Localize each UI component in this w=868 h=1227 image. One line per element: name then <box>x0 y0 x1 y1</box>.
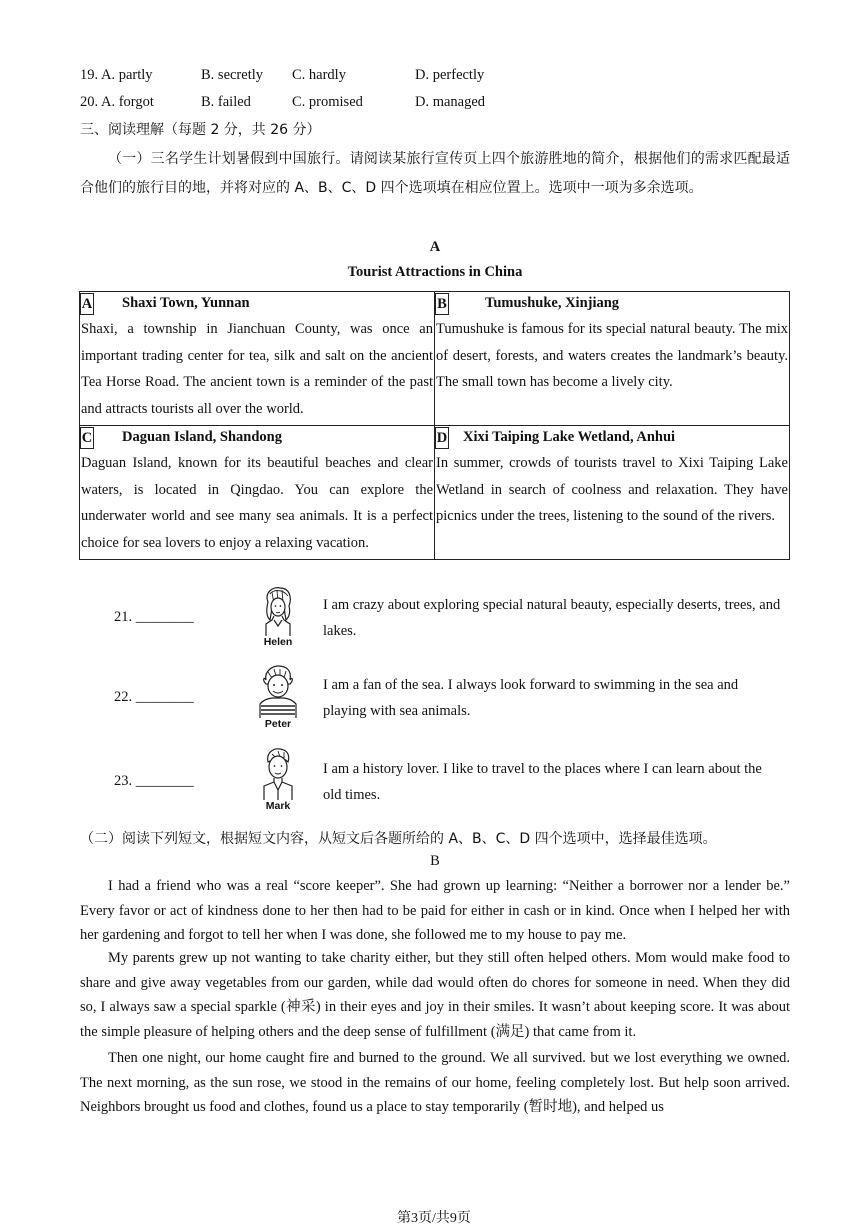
task-21-blank[interactable] <box>114 609 194 626</box>
passage-b-paragraph-1: I had a friend who was a real “score keeper”. She had grown up learning: “Neither a borrower nor a lender be.” Every favor or act of kindness done to her then had to be paid for either in cash or in kind. Once when I helped her with her gardening and forgot to tell her when I was done, she followed me to my house to pay me. <box>80 878 790 943</box>
answer-blank[interactable]: ________ <box>135 689 194 705</box>
attractions-table <box>79 291 790 560</box>
attraction-cell-b <box>435 292 790 426</box>
student-peter <box>256 664 300 730</box>
student-name: Peter <box>264 718 292 730</box>
attraction-name: Shaxi Town, Yunnan <box>122 295 250 311</box>
task-23-blank[interactable] <box>114 773 194 790</box>
passage-a-title: Tourist Attractions in China <box>347 264 523 280</box>
option-d: D. managed <box>415 94 486 110</box>
student-need: I am a history lover. I like to travel to the places where I can learn about the old times. <box>323 761 762 803</box>
option-c: C. promised <box>292 94 363 110</box>
attraction-letter: D <box>435 427 449 449</box>
part1-instruction: （一）三名学生计划暑假到中国旅行。请阅读某旅行宣传页上四个旅游胜地的简介，根据他们的需求匹配最适合他们的旅行目的地，并将对应的 A、B、C、D 四个选项填在相应位置上。选项中一项为多余选项。 <box>80 151 790 196</box>
option-b: B. failed <box>201 94 251 110</box>
question-number: 20. <box>80 94 99 110</box>
option-c: C. hardly <box>292 67 346 83</box>
attraction-name: Daguan Island, Shandong <box>122 429 282 445</box>
attraction-cell-d <box>435 426 790 560</box>
answer-blank[interactable]: ________ <box>135 609 194 625</box>
student-helen <box>256 584 300 648</box>
option-a: A. partly <box>101 67 153 83</box>
student-name: Mark <box>265 800 291 812</box>
passage-b-paragraph-2: My parents grew up not wanting to take charity either, but they still often helped others. Mom would make food to share and give away vegetables from our garden, while dad would often do chores for someone in need. When they did so, I always saw a special sparkle (神采) in their eyes and joy in their smiles. It wasn’t about keeping score. It was about the simple pleasure of helping others and the deep sense of fulfillment (满足) that came from it. <box>80 950 790 1040</box>
task-number: 21. <box>114 609 133 625</box>
attraction-cell-a <box>80 292 435 426</box>
answer-blank[interactable]: ________ <box>135 773 194 789</box>
task-22-blank[interactable] <box>114 689 194 706</box>
option-b: B. secretly <box>201 67 264 83</box>
section-heading: 三、阅读理解（每题 2 分，共 26 分） <box>80 122 321 138</box>
student-need: I am crazy about exploring special natural beauty, especially deserts, trees, and lakes. <box>323 597 781 639</box>
attraction-text: Tumushuke is famous for its special natural beauty. The mix of desert, forests, and waters creates the landmark’s beauty. The small town has become a lively city. <box>436 321 788 390</box>
task-number: 22. <box>114 689 133 705</box>
page-footer: 第3页/共9页 <box>397 1211 471 1226</box>
attraction-letter: C <box>80 427 94 449</box>
attraction-text: Daguan Island, known for its beautiful beaches and clear waters, is located in Qingdao. You can explore the underwater world and see many sea animals. It is a perfect choice for sea lovers to enjoy a relaxing vacation. <box>81 455 433 551</box>
part2-instruction: （二）阅读下列短文，根据短文内容，从短文后各题所给的 A、B、C、D 四个选项中，选择最佳选项。 <box>80 831 717 847</box>
girl-avatar-icon <box>258 584 298 636</box>
option-d: D. perfectly <box>415 67 485 83</box>
passage-b-letter: B <box>430 853 440 869</box>
passage-a-letter: A <box>429 239 441 255</box>
attraction-text: In summer, crowds of tourists travel to Xixi Taiping Lake Wetland in search of coolness and relaxation. They have picnics under the trees, listening to the sound of the rivers. <box>436 455 788 524</box>
option-a: A. forgot <box>101 94 154 110</box>
question-number: 19. <box>80 67 99 83</box>
boy-avatar-icon <box>258 746 298 800</box>
attraction-name: Xixi Taiping Lake Wetland, Anhui <box>463 429 676 445</box>
attraction-cell-c <box>80 426 435 560</box>
attraction-letter: A <box>80 293 94 315</box>
attraction-letter: B <box>435 293 449 315</box>
attraction-name: Tumushuke, Xinjiang <box>485 295 620 311</box>
student-mark <box>256 746 300 812</box>
passage-b-paragraph-3: Then one night, our home caught fire and burned to the ground. We all survived. but we lost everything we owned. The next morning, as the sun rose, we stood in the remains of our home, feeling completely lost. But help soon arrived. Neighbors brought us food and clothes, found us a place to stay temporarily (暂时地), and helped us <box>80 1050 790 1115</box>
task-number: 23. <box>114 773 133 789</box>
boy-avatar-icon <box>256 664 300 718</box>
attraction-text: Shaxi, a township in Jianchuan County, was once an important trading center for tea, silk and salt on the ancient Tea Horse Road. The ancient town is a reminder of the past and attracts tourists all over the world. <box>81 321 433 417</box>
student-name: Helen <box>263 636 293 648</box>
student-need: I am a fan of the sea. I always look forward to swimming in the sea and playing with sea animals. <box>323 677 739 719</box>
